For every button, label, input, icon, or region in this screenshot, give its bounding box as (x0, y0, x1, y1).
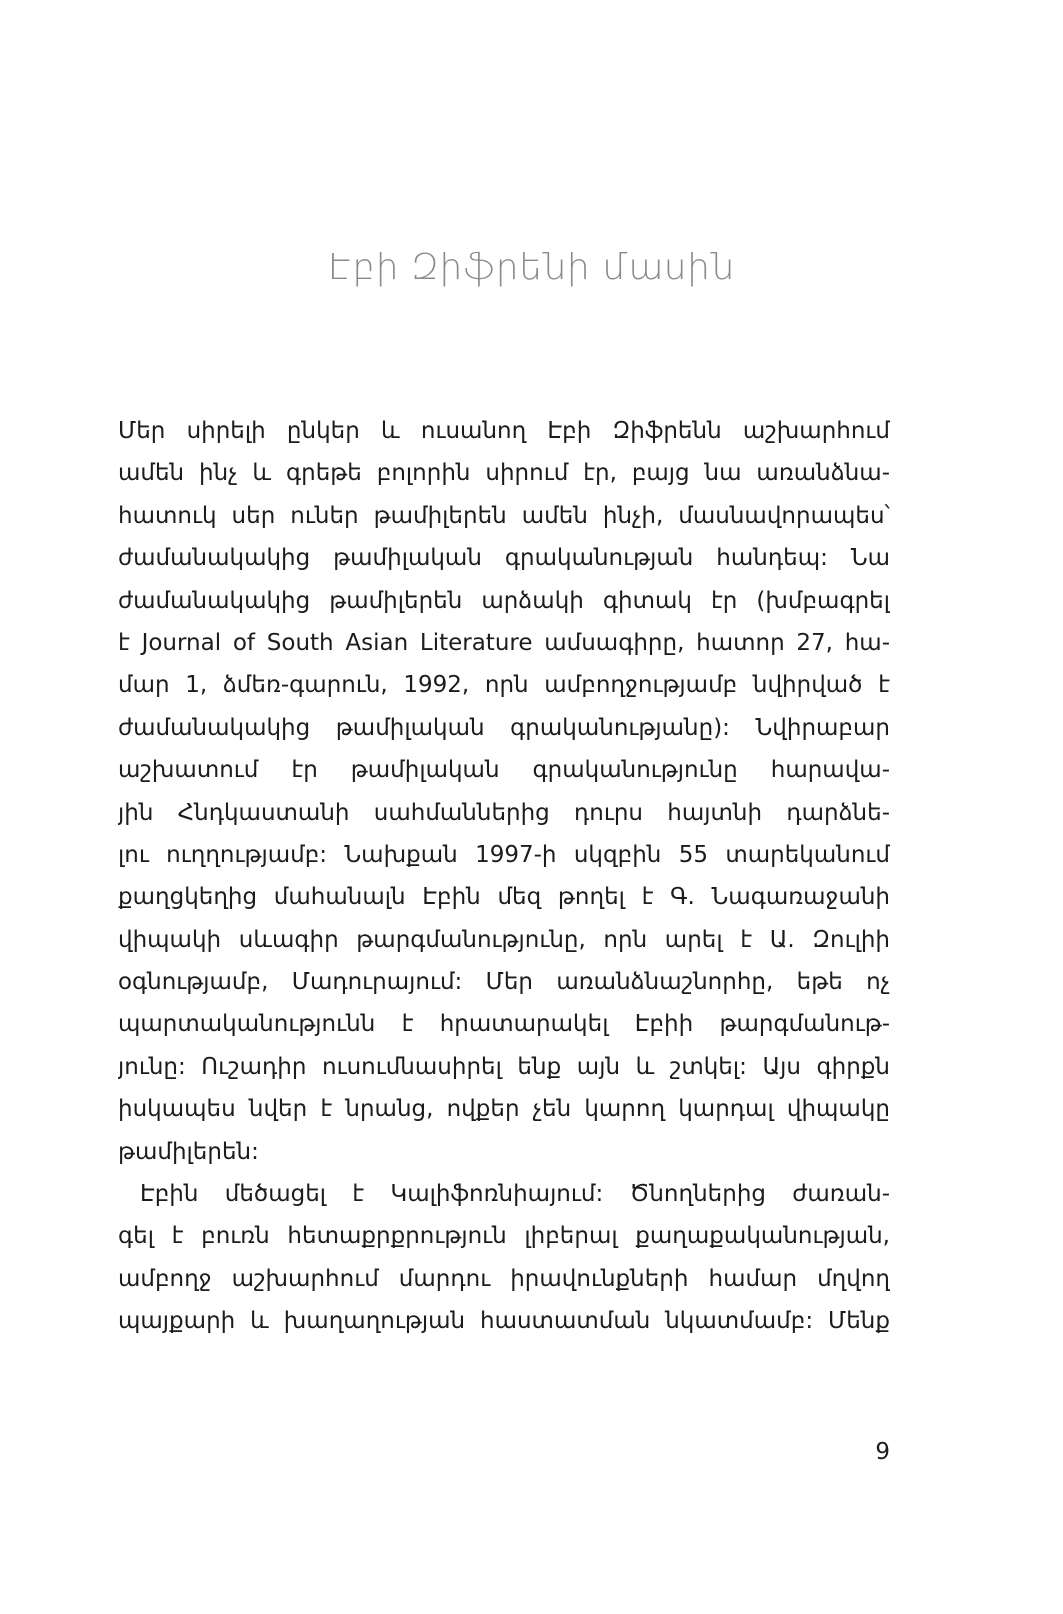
text-line: վիպակի սևագիր թարգմանությունը, որն արել է Ա. Զուլիի (118, 926, 890, 953)
text-line: ժամանակակից թամիլական գրականությանը): Նվիրաբար (118, 714, 890, 741)
text-line: քաղցկեղից մահանալն Էբին մեզ թողել է Գ. Նագառաջանի (118, 884, 890, 911)
text-line: ամբողջ աշխարհում մարդու իրավունքների համար մղվող (118, 1265, 890, 1292)
body-text (118, 410, 890, 1343)
chapter-title: Էբի Զիֆրենի մասին (327, 247, 735, 288)
text-line: աշխատում էր թամիլական գրականությունը հարավա- (118, 757, 890, 784)
page-number: 9 (875, 1439, 890, 1465)
text-line: օգնությամբ, Մադուրայում: Մեր առանձնաշնորհը, եթե ոչ (118, 969, 890, 996)
text-line: իսկապես նվեր է նրանց, ովքեր չեն կարող կարդալ վիպակը (118, 1096, 890, 1123)
text-line: յունը: Ուշադիր ուսումնասիրել ենք այն և շտկել: Այս գիրքն (118, 1053, 890, 1080)
text-line: պարտականությունն է հրատարակել Էբիի թարգմանութ- (118, 1011, 890, 1038)
text-line: պայքարի և խաղաղության հաստատման նկատմամբ: Մենք (118, 1308, 890, 1335)
text-line: ժամանակակից թամիլերեն արձակի գիտակ էր (խմբագրել (118, 587, 890, 614)
paragraph-1 (118, 410, 890, 1173)
paragraph-2 (118, 1173, 890, 1343)
text-line: Էբին մեծացել է Կալիֆոռնիայում: Ծնողներից ժառան- (140, 1181, 890, 1208)
text-line: գել է բուռն հետաքրքրություն լիբերալ քաղաքականության, (118, 1223, 890, 1250)
text-line: լու ուղղությամբ: Նախքան 1997-ի սկզբին 55 տարեկանում (118, 841, 890, 868)
text-line: ամեն ինչ և գրեթե բոլորին սիրում էր, բայց նա առանձնա- (118, 460, 890, 487)
text-line: հատուկ սեր ուներ թամիլերեն ամեն ինչի, մասնավորապես՝ (118, 502, 890, 529)
text-line: է Journal of South Asian Literature ամսագիրը, հատոր 27, հա- (118, 629, 890, 656)
text-line: թամիլերեն: (118, 1138, 259, 1165)
text-line: յին Հնդկաստանի սահմաններից դուրս հայտնի դարձնե- (118, 799, 890, 826)
text-line: Մեր սիրելի ընկեր և ուսանող Էբի Զիֆրենն աշխարհում (118, 418, 890, 444)
text-line: մար 1, ձմեռ-գարուն, 1992, որն ամբողջությամբ նվիրված է (118, 672, 890, 699)
text-line: ժամանակակից թամիլական գրականության հանդեպ: Նա (118, 545, 890, 572)
